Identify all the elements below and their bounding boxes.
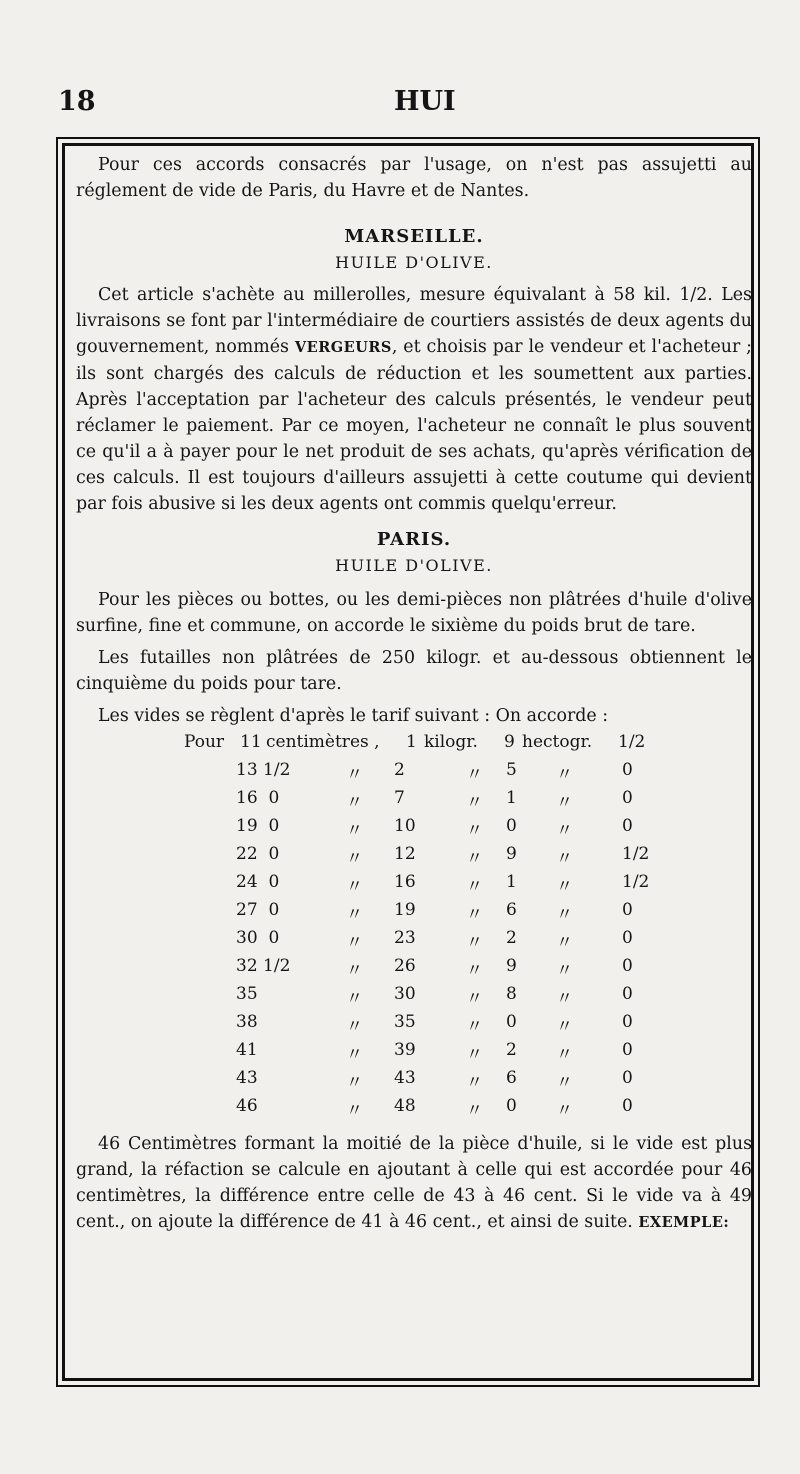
marseille-heading: MARSEILLE. [344,226,484,247]
tariff-hg: 9 [504,732,515,752]
tariff-row-ditto-3: 〃 [556,961,573,981]
tariff-row-ditto-1: 〃 [346,849,363,869]
closing-paragraph [76,1131,752,1236]
tariff-row-ditto-1: 〃 [346,793,363,813]
tariff-row [76,1011,752,1039]
tariff-row-frac: 0 [622,956,633,976]
tariff-row-ditto-2: 〃 [466,849,483,869]
tariff-row-frac: 0 [622,1040,633,1060]
tariff-row-cm: 43 [236,1068,258,1088]
tariff-row-frac: 1/2 [622,872,650,892]
paris-subheading: HUILE D'OLIVE. [335,556,493,575]
tariff-row-ditto-2: 〃 [466,793,483,813]
tariff-row-hg: 0 [506,1096,517,1116]
tariff-row-kg: 48 [394,1096,416,1116]
tariff-row-hg: 2 [506,928,517,948]
tariff-row-ditto-2: 〃 [466,1101,483,1121]
tariff-row-hg: 8 [506,984,517,1004]
tariff-row [76,787,752,815]
tariff-row-cm: 41 [236,1040,258,1060]
tariff-row-cm: 24 0 [236,872,280,892]
tariff-kg: 1 [406,732,417,752]
marseille-text-2: , et choisis par le vendeur et l'acheteur ; ils sont chargés des calculs de réduction et les soumettent aux parties. Après l'acceptation par l'acheteur des calculs présentés, le vendeur peut réclamer le paiement. Par ce moyen, l'acheteur ne connaît le plus souvent ce qu'il a à payer pour le net produit de ses achats, qu'après vérification de ces calculs. Il est toujours d'ailleurs assujetti à cette coutume qui devient par fois abusive si les deux agents ont commis quelqu'erreur. [76,337,753,514]
tariff-row-kg: 35 [394,1012,416,1032]
vergeurs-term: VERGEURS [294,339,392,356]
tariff-row [76,899,752,927]
tariff-row-frac: 0 [622,1068,633,1088]
tariff-row [76,1095,752,1123]
tariff-row-kg: 23 [394,928,416,948]
tariff-row-ditto-2: 〃 [466,961,483,981]
tariff-row-ditto-2: 〃 [466,1073,483,1093]
tariff-row-kg: 19 [394,900,416,920]
tariff-kg-unit: kilogr. [424,732,478,752]
tariff-row-frac: 0 [622,760,633,780]
tariff-row-ditto-3: 〃 [556,821,573,841]
tariff-row-hg: 1 [506,788,517,808]
tariff-row-ditto-1: 〃 [346,1017,363,1037]
example-label: EXEMPLE: [638,1214,730,1231]
tariff-row-kg: 30 [394,984,416,1004]
tariff-row-frac: 0 [622,788,633,808]
tariff-row-hg: 6 [506,1068,517,1088]
tariff-row-hg: 2 [506,1040,517,1060]
tariff-row-ditto-2: 〃 [466,989,483,1009]
tariff-row-cm: 30 0 [236,928,280,948]
tariff-row-ditto-3: 〃 [556,933,573,953]
tariff-row-ditto-1: 〃 [346,961,363,981]
tariff-row-ditto-2: 〃 [466,933,483,953]
tariff-row-kg: 43 [394,1068,416,1088]
marseille-paragraph [76,282,752,517]
tariff-row-ditto-3: 〃 [556,877,573,897]
tariff-row-ditto-1: 〃 [346,765,363,785]
tariff-row-cm: 38 [236,1012,258,1032]
tariff-row-kg: 2 [394,760,405,780]
tariff-header-row [76,731,752,759]
closing-text: 46 Centimètres formant la moitié de la pièce d'huile, si le vide est plus grand, la réfaction se calcule en ajoutant à celle qui est accordée pour 46 centimètres, la différence entre celle de 43 à 46 cent. Si le vide va à 49 cent., on ajoute la différence de 41 à 46 cent., et ainsi de suite. [76,1134,752,1232]
tariff-row-kg: 10 [394,816,416,836]
tariff-row-ditto-3: 〃 [556,989,573,1009]
tariff-row-cm: 13 1/2 [236,760,291,780]
tariff-prefix: Pour [184,732,225,752]
tariff-row [76,955,752,983]
tariff-row-ditto-3: 〃 [556,849,573,869]
tariff-row-hg: 0 [506,1012,517,1032]
tariff-row-kg: 39 [394,1040,416,1060]
tariff-row-ditto-3: 〃 [556,793,573,813]
tariff-row [76,927,752,955]
tariff-row-ditto-3: 〃 [556,905,573,925]
tariff-row-ditto-2: 〃 [466,1045,483,1065]
tariff-row-hg: 1 [506,872,517,892]
tariff-row-cm: 19 0 [236,816,280,836]
tariff-rows [76,759,752,1123]
tariff-row-hg: 5 [506,760,517,780]
paris-paragraph-3: Les vides se règlent d'après le tarif suivant : On accorde : [98,706,609,726]
tariff-row-frac: 0 [622,984,633,1004]
tariff-hg-unit: hectogr. [522,732,593,752]
tariff-row-frac: 0 [622,1012,633,1032]
tariff-row [76,759,752,787]
tariff-row-frac: 1/2 [622,844,650,864]
tariff-row-hg: 0 [506,816,517,836]
tariff-row-ditto-1: 〃 [346,905,363,925]
tariff-row [76,983,752,1011]
tariff-row [76,1039,752,1067]
tariff-row-kg: 12 [394,844,416,864]
tariff-row [76,815,752,843]
tariff-row-kg: 7 [394,788,405,808]
tariff-row-ditto-1: 〃 [346,1073,363,1093]
tariff-cm: 11 [240,732,262,752]
tariff-row-ditto-1: 〃 [346,877,363,897]
tariff-row-ditto-2: 〃 [466,821,483,841]
tariff-row-cm: 16 0 [236,788,280,808]
tariff-row [76,871,752,899]
paris-heading: PARIS. [376,529,452,550]
intro-paragraph: Pour ces accords consacrés par l'usage, on n'est pas assujetti au réglement de vide de Paris, du Havre et de Nantes. [76,155,752,201]
tariff-row [76,843,752,871]
tariff-row-hg: 6 [506,900,517,920]
tariff-frac: 1/2 [618,732,646,752]
tariff-row-ditto-1: 〃 [346,1101,363,1121]
tariff-row-ditto-2: 〃 [466,905,483,925]
page-header [0,80,800,124]
tariff-row [76,1067,752,1095]
tariff-row-frac: 0 [622,900,633,920]
tariff-row-ditto-2: 〃 [466,765,483,785]
tariff-cm-unit: centimètres , [266,732,380,752]
tariff-row-hg: 9 [506,956,517,976]
running-head: HUI [394,86,456,117]
tariff-row-ditto-3: 〃 [556,1017,573,1037]
tariff-row-cm: 27 0 [236,900,280,920]
paris-paragraph-2: Les futailles non plâtrées de 250 kilogr. et au-dessous obtiennent le cinquième du poids pour tare. [76,648,752,694]
tariff-row-ditto-3: 〃 [556,765,573,785]
tariff-table [76,731,752,1123]
tariff-row-ditto-1: 〃 [346,821,363,841]
tariff-row-ditto-1: 〃 [346,989,363,1009]
tariff-row-frac: 0 [622,928,633,948]
tariff-row-cm: 35 [236,984,258,1004]
tariff-row-cm: 32 1/2 [236,956,291,976]
tariff-row-hg: 9 [506,844,517,864]
page-number: 18 [58,86,96,117]
tariff-row-ditto-3: 〃 [556,1045,573,1065]
marseille-text-1: Cet article s'achète au millerolles, mesure équivalant à 58 kil. 1/2. Les livraisons se font par l'intermédiaire de courtiers assistés de deux agents du gouvernement, nommés [76,285,752,357]
tariff-row-ditto-1: 〃 [346,1045,363,1065]
tariff-row-ditto-2: 〃 [466,1017,483,1037]
tariff-row-frac: 0 [622,1096,633,1116]
tariff-row-frac: 0 [622,816,633,836]
tariff-row-ditto-2: 〃 [466,877,483,897]
paris-paragraph-1: Pour les pièces ou bottes, ou les demi-pièces non plâtrées d'huile d'olive surfine, fine et commune, on accorde le sixième du poids brut de tare. [76,590,752,636]
tariff-row-kg: 16 [394,872,416,892]
tariff-row-ditto-1: 〃 [346,933,363,953]
tariff-row-kg: 26 [394,956,416,976]
tariff-row-cm: 22 0 [236,844,280,864]
tariff-row-cm: 46 [236,1096,258,1116]
marseille-subheading: HUILE D'OLIVE. [335,253,493,272]
tariff-row-ditto-3: 〃 [556,1101,573,1121]
page-content [76,152,752,1236]
tariff-row-ditto-3: 〃 [556,1073,573,1093]
